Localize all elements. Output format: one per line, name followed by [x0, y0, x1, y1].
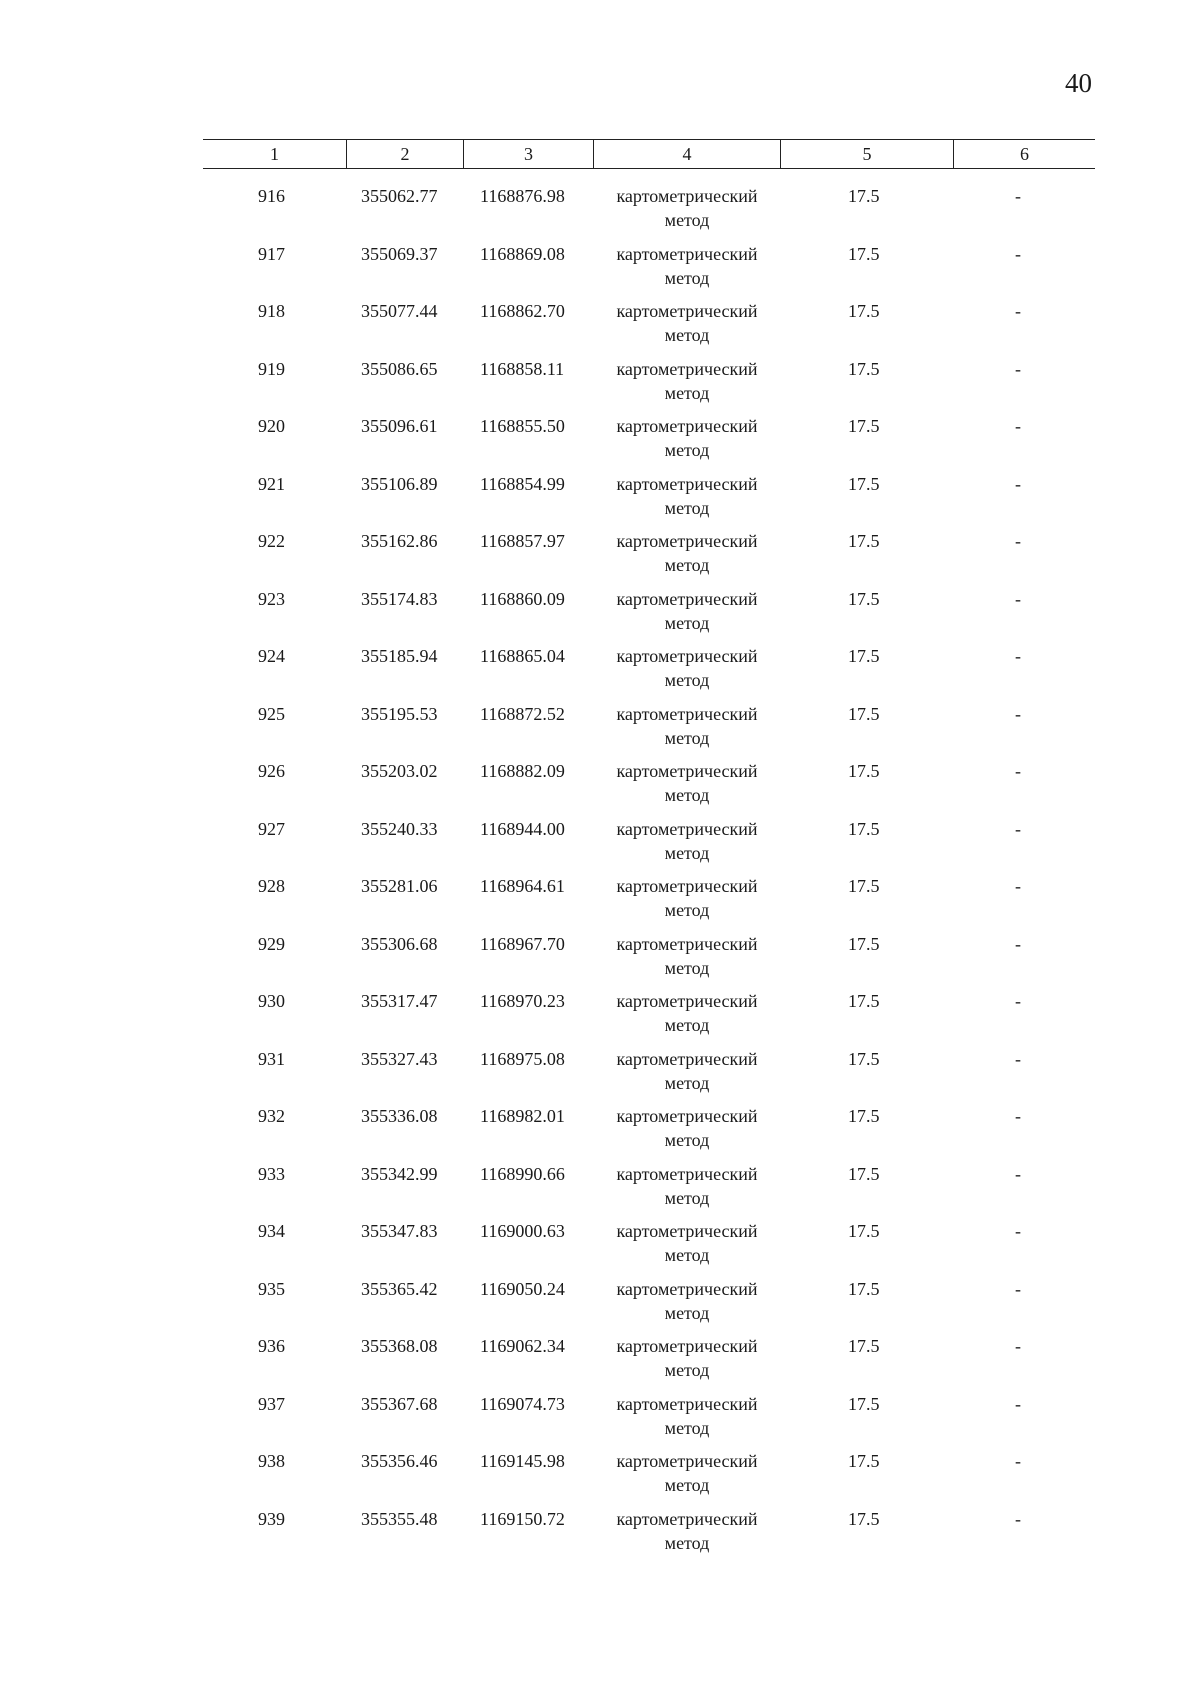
method-line-1: картометрический: [616, 1393, 758, 1414]
y-coordinate: 1168990.66: [480, 1163, 565, 1184]
method-line-1: картометрический: [616, 818, 758, 839]
method-cell: [602, 1277, 772, 1325]
method-line-2: метод: [664, 1015, 710, 1035]
point-number: 937: [258, 1393, 285, 1414]
y-coordinate: 1168964.61: [480, 876, 565, 896]
accuracy-value: 17.5: [848, 1508, 880, 1529]
method-line-1: картометрический: [616, 1336, 758, 1356]
method-cell: [602, 759, 772, 807]
x-coordinate: 355195.53: [361, 703, 438, 724]
table-body: [0, 184, 1200, 1564]
method-cell: [602, 817, 772, 865]
method-cell: [602, 299, 772, 347]
method-line-2: метод: [664, 497, 710, 518]
note-value: -: [1015, 818, 1021, 839]
column-header-3: 3: [463, 140, 593, 168]
table-row: [0, 357, 1200, 415]
table-row: [0, 644, 1200, 702]
point-number: 924: [258, 646, 285, 666]
y-coordinate: 1168857.97: [480, 531, 565, 551]
method-cell: [602, 414, 772, 462]
method-line-1: картометрический: [616, 1451, 758, 1471]
method-cell: [602, 472, 772, 520]
point-number: 919: [258, 358, 285, 379]
method-line-1: картометрический: [616, 1221, 758, 1241]
note-value: -: [1015, 588, 1021, 609]
method-line-2: метод: [664, 727, 710, 748]
method-line-2: метод: [664, 612, 710, 633]
y-coordinate: 1169074.73: [480, 1393, 565, 1414]
y-coordinate: 1168869.08: [480, 243, 565, 264]
accuracy-value: 17.5: [848, 1336, 880, 1356]
method-line-2: метод: [664, 210, 710, 230]
accuracy-value: 17.5: [848, 761, 880, 781]
table-row: [0, 1277, 1200, 1335]
column-header-2: 2: [346, 140, 463, 168]
table-row: [0, 184, 1200, 242]
note-value: -: [1015, 358, 1021, 379]
note-value: -: [1015, 646, 1021, 666]
point-number: 931: [258, 1048, 285, 1069]
point-number: 932: [258, 1106, 285, 1126]
method-cell: [602, 587, 772, 635]
method-cell: [602, 644, 772, 692]
accuracy-value: 17.5: [848, 818, 880, 839]
x-coordinate: 355327.43: [361, 1048, 438, 1069]
accuracy-value: 17.5: [848, 243, 880, 264]
y-coordinate: 1168967.70: [480, 933, 565, 954]
note-value: -: [1015, 1221, 1021, 1241]
method-line-2: метод: [664, 1417, 710, 1438]
table-row: [0, 1047, 1200, 1105]
accuracy-value: 17.5: [848, 1278, 880, 1299]
x-coordinate: 355077.44: [361, 301, 438, 321]
x-coordinate: 355162.86: [361, 531, 438, 551]
point-number: 928: [258, 876, 285, 896]
method-line-1: картометрический: [616, 1508, 758, 1529]
x-coordinate: 355203.02: [361, 761, 438, 781]
method-cell: [602, 1334, 772, 1382]
y-coordinate: 1169000.63: [480, 1221, 565, 1241]
accuracy-value: 17.5: [848, 646, 880, 666]
method-line-1: картометрический: [616, 703, 758, 724]
point-number: 923: [258, 588, 285, 609]
method-cell: [602, 1219, 772, 1267]
method-line-2: метод: [664, 785, 710, 805]
point-number: 936: [258, 1336, 285, 1356]
method-cell: [602, 932, 772, 980]
column-header-1: 1: [270, 144, 279, 164]
method-line-2: метод: [664, 1245, 710, 1265]
point-number: 921: [258, 473, 285, 494]
note-value: -: [1015, 933, 1021, 954]
method-cell: [602, 702, 772, 750]
table-row: [0, 1507, 1200, 1565]
method-cell: [602, 529, 772, 577]
accuracy-value: 17.5: [848, 933, 880, 954]
note-value: -: [1015, 243, 1021, 264]
x-coordinate: 355240.33: [361, 818, 438, 839]
column-header-4: 4: [593, 140, 780, 168]
column-header-5: 5: [780, 140, 953, 168]
note-value: -: [1015, 876, 1021, 896]
method-line-2: метод: [664, 440, 710, 460]
method-line-1: картометрический: [616, 473, 758, 494]
accuracy-value: 17.5: [848, 876, 880, 896]
point-number: 926: [258, 761, 285, 781]
point-number: 929: [258, 933, 285, 954]
point-number: 935: [258, 1278, 285, 1299]
table-row: [0, 529, 1200, 587]
method-line-1: картометрический: [616, 186, 758, 206]
x-coordinate: 355069.37: [361, 243, 438, 264]
point-number: 938: [258, 1451, 285, 1471]
point-number: 939: [258, 1508, 285, 1529]
method-line-1: картометрический: [616, 531, 758, 551]
method-line-1: картометрический: [616, 1106, 758, 1126]
x-coordinate: 355336.08: [361, 1106, 438, 1126]
y-coordinate: 1168860.09: [480, 588, 565, 609]
x-coordinate: 355317.47: [361, 991, 438, 1011]
method-line-1: картометрический: [616, 588, 758, 609]
method-line-2: метод: [664, 957, 710, 978]
note-value: -: [1015, 473, 1021, 494]
method-line-1: картометрический: [616, 646, 758, 666]
method-line-2: метод: [664, 1360, 710, 1380]
note-value: -: [1015, 1508, 1021, 1529]
x-coordinate: 355367.68: [361, 1393, 438, 1414]
y-coordinate: 1168975.08: [480, 1048, 565, 1069]
point-number: 925: [258, 703, 285, 724]
accuracy-value: 17.5: [848, 416, 880, 436]
table-row: [0, 587, 1200, 645]
note-value: -: [1015, 1106, 1021, 1126]
y-coordinate: 1169050.24: [480, 1278, 565, 1299]
note-value: -: [1015, 531, 1021, 551]
note-value: -: [1015, 301, 1021, 321]
note-value: -: [1015, 1048, 1021, 1069]
table-row: [0, 817, 1200, 875]
x-coordinate: 355106.89: [361, 473, 438, 494]
column-header-6: 6: [953, 140, 1095, 168]
method-cell: [602, 1047, 772, 1095]
x-coordinate: 355306.68: [361, 933, 438, 954]
y-coordinate: 1168876.98: [480, 186, 565, 206]
y-coordinate: 1168882.09: [480, 761, 565, 781]
method-line-1: картометрический: [616, 1278, 758, 1299]
point-number: 920: [258, 416, 285, 436]
x-coordinate: 355347.83: [361, 1221, 438, 1241]
x-coordinate: 355086.65: [361, 358, 438, 379]
note-value: -: [1015, 1163, 1021, 1184]
accuracy-value: 17.5: [848, 1163, 880, 1184]
x-coordinate: 355356.46: [361, 1451, 438, 1471]
y-coordinate: 1168858.11: [480, 358, 565, 379]
method-line-2: метод: [664, 900, 710, 920]
table-row: [0, 242, 1200, 300]
y-coordinate: 1168982.01: [480, 1106, 565, 1126]
point-number: 918: [258, 301, 285, 321]
x-coordinate: 355368.08: [361, 1336, 438, 1356]
method-line-1: картометрический: [616, 876, 758, 896]
x-coordinate: 355096.61: [361, 416, 438, 436]
method-line-2: метод: [664, 842, 710, 863]
point-number: 922: [258, 531, 285, 551]
method-line-1: картометрический: [616, 1163, 758, 1184]
y-coordinate: 1169062.34: [480, 1336, 565, 1356]
note-value: -: [1015, 703, 1021, 724]
accuracy-value: 17.5: [848, 1106, 880, 1126]
method-line-2: метод: [664, 1302, 710, 1323]
y-coordinate: 1169145.98: [480, 1451, 565, 1471]
method-cell: [602, 357, 772, 405]
method-line-2: метод: [664, 325, 710, 345]
method-line-1: картометрический: [616, 991, 758, 1011]
method-line-2: метод: [664, 1187, 710, 1208]
note-value: -: [1015, 1278, 1021, 1299]
method-cell: [602, 1507, 772, 1555]
method-cell: [602, 1104, 772, 1152]
method-line-1: картометрический: [616, 243, 758, 264]
y-coordinate: 1168865.04: [480, 646, 565, 666]
method-line-2: метод: [664, 1130, 710, 1150]
method-cell: [602, 242, 772, 290]
table-row: [0, 1104, 1200, 1162]
method-cell: [602, 184, 772, 232]
page-number: 40: [1065, 68, 1092, 98]
table-row: [0, 414, 1200, 472]
table-row: [0, 1392, 1200, 1450]
x-coordinate: 355174.83: [361, 588, 438, 609]
x-coordinate: 355365.42: [361, 1278, 438, 1299]
method-line-2: метод: [664, 267, 710, 288]
method-line-2: метод: [664, 555, 710, 575]
x-coordinate: 355281.06: [361, 876, 438, 896]
method-cell: [602, 874, 772, 922]
method-line-1: картометрический: [616, 1048, 758, 1069]
method-line-1: картометрический: [616, 358, 758, 379]
point-number: 930: [258, 991, 285, 1011]
point-number: 933: [258, 1163, 285, 1184]
accuracy-value: 17.5: [848, 1221, 880, 1241]
table-row: [0, 759, 1200, 817]
method-cell: [602, 1162, 772, 1210]
note-value: -: [1015, 1451, 1021, 1471]
x-coordinate: 355062.77: [361, 186, 438, 206]
note-value: -: [1015, 186, 1021, 206]
method-line-1: картометрический: [616, 761, 758, 781]
method-line-1: картометрический: [616, 933, 758, 954]
x-coordinate: 355342.99: [361, 1163, 438, 1184]
point-number: 916: [258, 186, 285, 206]
table-row: [0, 874, 1200, 932]
method-line-1: картометрический: [616, 301, 758, 321]
method-cell: [602, 1392, 772, 1440]
note-value: -: [1015, 761, 1021, 781]
accuracy-value: 17.5: [848, 531, 880, 551]
table-row: [0, 299, 1200, 357]
table-row: [0, 1449, 1200, 1507]
y-coordinate: 1168872.52: [480, 703, 565, 724]
accuracy-value: 17.5: [848, 358, 880, 379]
y-coordinate: 1168862.70: [480, 301, 565, 321]
y-coordinate: 1168854.99: [480, 473, 565, 494]
point-number: 934: [258, 1221, 285, 1241]
method-line-2: метод: [664, 1475, 710, 1495]
note-value: -: [1015, 416, 1021, 436]
accuracy-value: 17.5: [848, 703, 880, 724]
y-coordinate: 1169150.72: [480, 1508, 565, 1529]
method-line-2: метод: [664, 382, 710, 403]
accuracy-value: 17.5: [848, 1048, 880, 1069]
x-coordinate: 355185.94: [361, 646, 438, 666]
method-line-2: метод: [664, 1532, 710, 1553]
table-row: [0, 702, 1200, 760]
method-cell: [602, 1449, 772, 1497]
note-value: -: [1015, 1393, 1021, 1414]
table-row: [0, 1334, 1200, 1392]
accuracy-value: 17.5: [848, 991, 880, 1011]
point-number: 927: [258, 818, 285, 839]
y-coordinate: 1168855.50: [480, 416, 565, 436]
accuracy-value: 17.5: [848, 588, 880, 609]
x-coordinate: 355355.48: [361, 1508, 438, 1529]
table-row: [0, 1162, 1200, 1220]
accuracy-value: 17.5: [848, 301, 880, 321]
method-line-1: картометрический: [616, 416, 758, 436]
point-number: 917: [258, 243, 285, 264]
accuracy-value: 17.5: [848, 1393, 880, 1414]
y-coordinate: 1168944.00: [480, 818, 565, 839]
method-line-2: метод: [664, 670, 710, 690]
accuracy-value: 17.5: [848, 473, 880, 494]
table-row: [0, 989, 1200, 1047]
accuracy-value: 17.5: [848, 186, 880, 206]
note-value: -: [1015, 991, 1021, 1011]
note-value: -: [1015, 1336, 1021, 1356]
table-row: [0, 1219, 1200, 1277]
y-coordinate: 1168970.23: [480, 991, 565, 1011]
method-line-2: метод: [664, 1072, 710, 1093]
accuracy-value: 17.5: [848, 1451, 880, 1471]
method-cell: [602, 989, 772, 1037]
table-row: [0, 932, 1200, 990]
table-header: [203, 139, 1095, 169]
table-row: [0, 472, 1200, 530]
